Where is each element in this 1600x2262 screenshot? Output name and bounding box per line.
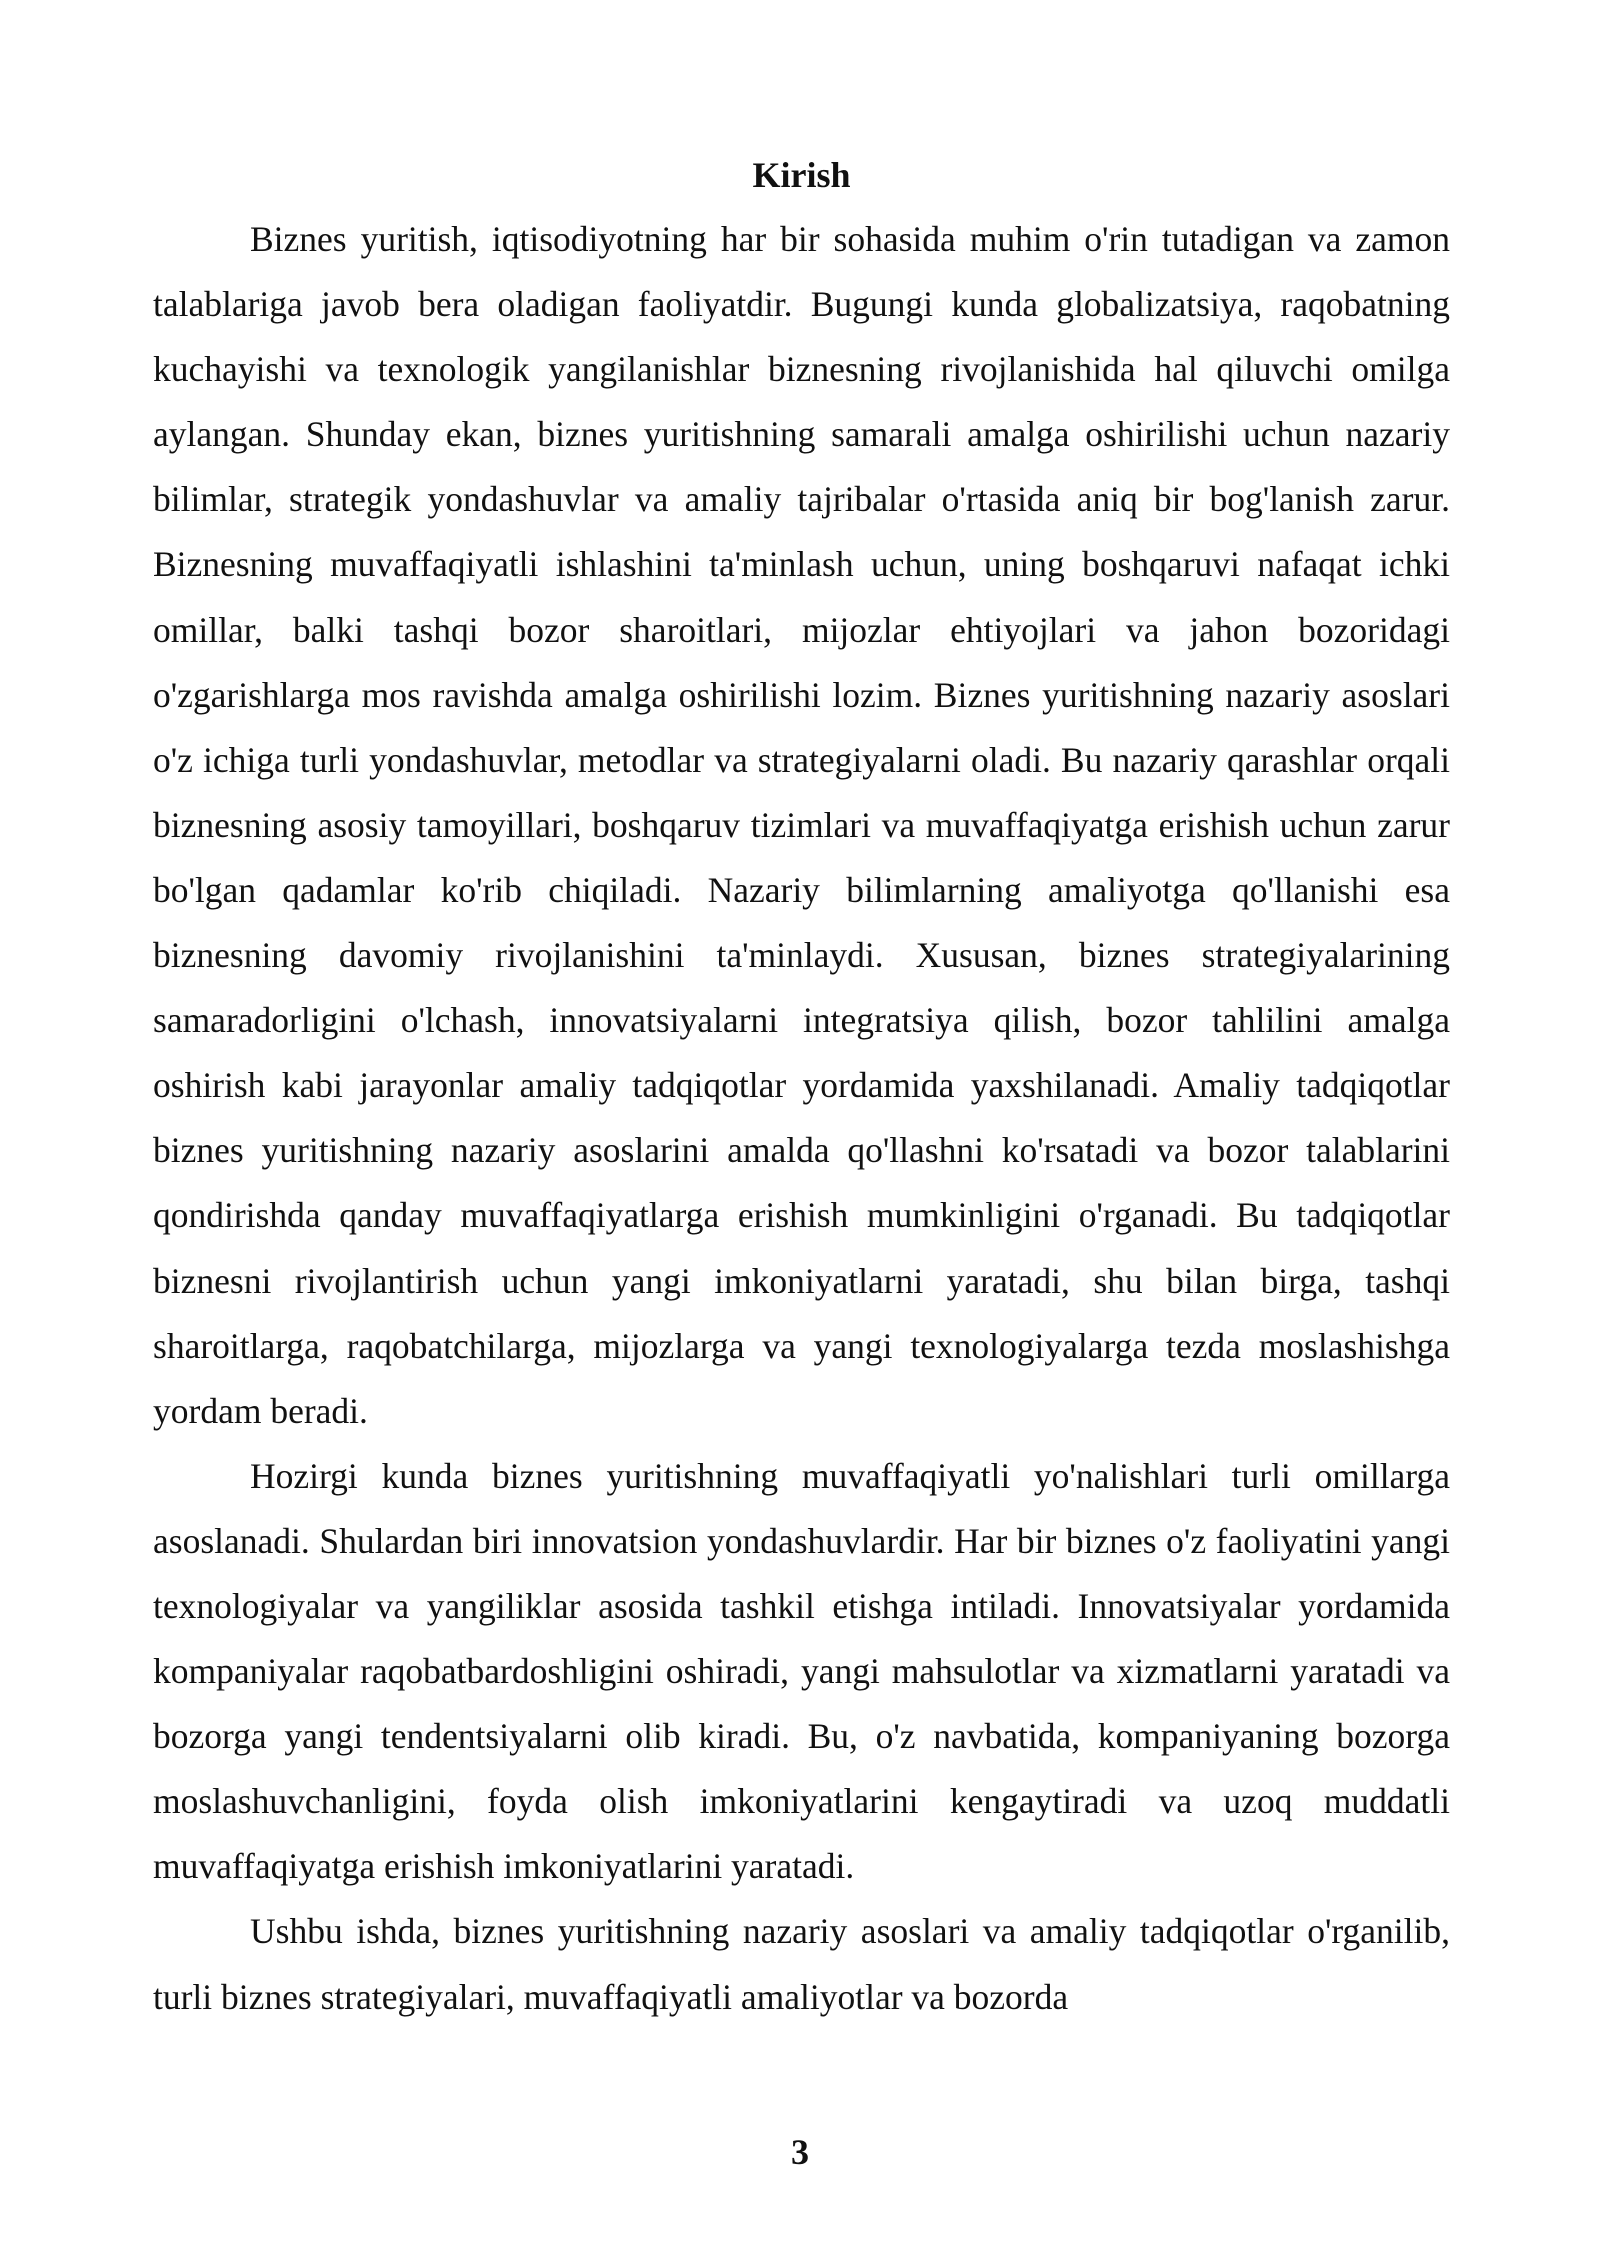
page-number: 3: [791, 2132, 809, 2172]
page-content: [153, 145, 1450, 2030]
paragraph-1: Biznes yuritish, iqtisodiyotning har bir sohasida muhim o'rin tutadigan va zamon talablariga javob bera oladigan faoliyatdir. Bugungi kunda globalizatsiya, raqobatning kuchayishi va texnologik yangilanishlar biznesning rivojlanishida hal qiluvchi omilga aylangan. Shunday ekan, biznes yuritishning samarali amalga oshirilishi uchun nazariy bilimlar, strategik yondashuvlar va amaliy tajribalar o'rtasida aniq bir bog'lanish zarur. Biznesning muvaffaqiyatli ishlashini ta'minlash uchun, uning boshqaruvi nafaqat ichki omillar, balki tashqi bozor sharoitlari, mijozlar ehtiyojlari va jahon bozoridagi o'zgarishlarga mos ravishda amalga oshirilishi lozim. Biznes yuritishning nazariy asoslari o'z ichiga turli yondashuvlar, metodlar va strategiyalarni oladi. Bu nazariy qarashlar orqali biznesning asosiy tamoyillari, boshqaruv tizimlari va muvaffaqiyatga erishish uchun zarur bo'lgan qadamlar ko'rib chiqiladi. Nazariy bilimlarning amaliyotga qo'llanishi esa biznesning davomiy rivojlanishini ta'minlaydi. Xususan, biznes strategiyalarining samaradorligini o'lchash, innovatsiyalarni integratsiya qilish, bozor tahlilini amalga oshirish kabi jarayonlar amaliy tadqiqotlar yordamida yaxshilanadi. Amaliy tadqiqotlar biznes yuritishning nazariy asoslarini amalda qo'llashni ko'rsatadi va bozor talablarini qondirishda qanday muvaffaqiyatlarga erishish mumkinligini o'rganadi. Bu tadqiqotlar biznesni rivojlantirish uchun yangi imkoniyatlarni yaratadi, shu bilan birga, tashqi sharoitlarga, raqobatchilarga, mijozlarga va yangi texnologiyalarga tezda moslashishga yordam beradi.: [153, 219, 1450, 1431]
paragraph-3: Ushbu ishda, biznes yuritishning nazariy asoslari va amaliy tadqiqotlar o'rganilib, turli biznes strategiyalari, muvaffaqiyatli amaliyotlar va bozorda: [153, 1911, 1450, 2017]
paragraph-2: Hozirgi kunda biznes yuritishning muvaffaqiyatli yo'nalishlari turli omillarga asoslanadi. Shulardan biri innovatsion yondashuvlardir. Har bir biznes o'z faoliyatini yangi texnologiyalar va yangiliklar asosida tashkil etishga intiladi. Innovatsiyalar yordamida kompaniyalar raqobatbardoshligini oshiradi, yangi mahsulotlar va xizmatlarni yaratadi va bozorga yangi tendentsiyalarni olib kiradi. Bu, o'z navbatida, kompaniyaning bozorga moslashuvchanligini, foyda olish imkoniyatlarini kengaytiradi va uzoq muddatli muvaffaqiyatga erishish imkoniyatlarini yaratadi.: [153, 1455, 1450, 1887]
section-title: Kirish: [752, 155, 851, 195]
